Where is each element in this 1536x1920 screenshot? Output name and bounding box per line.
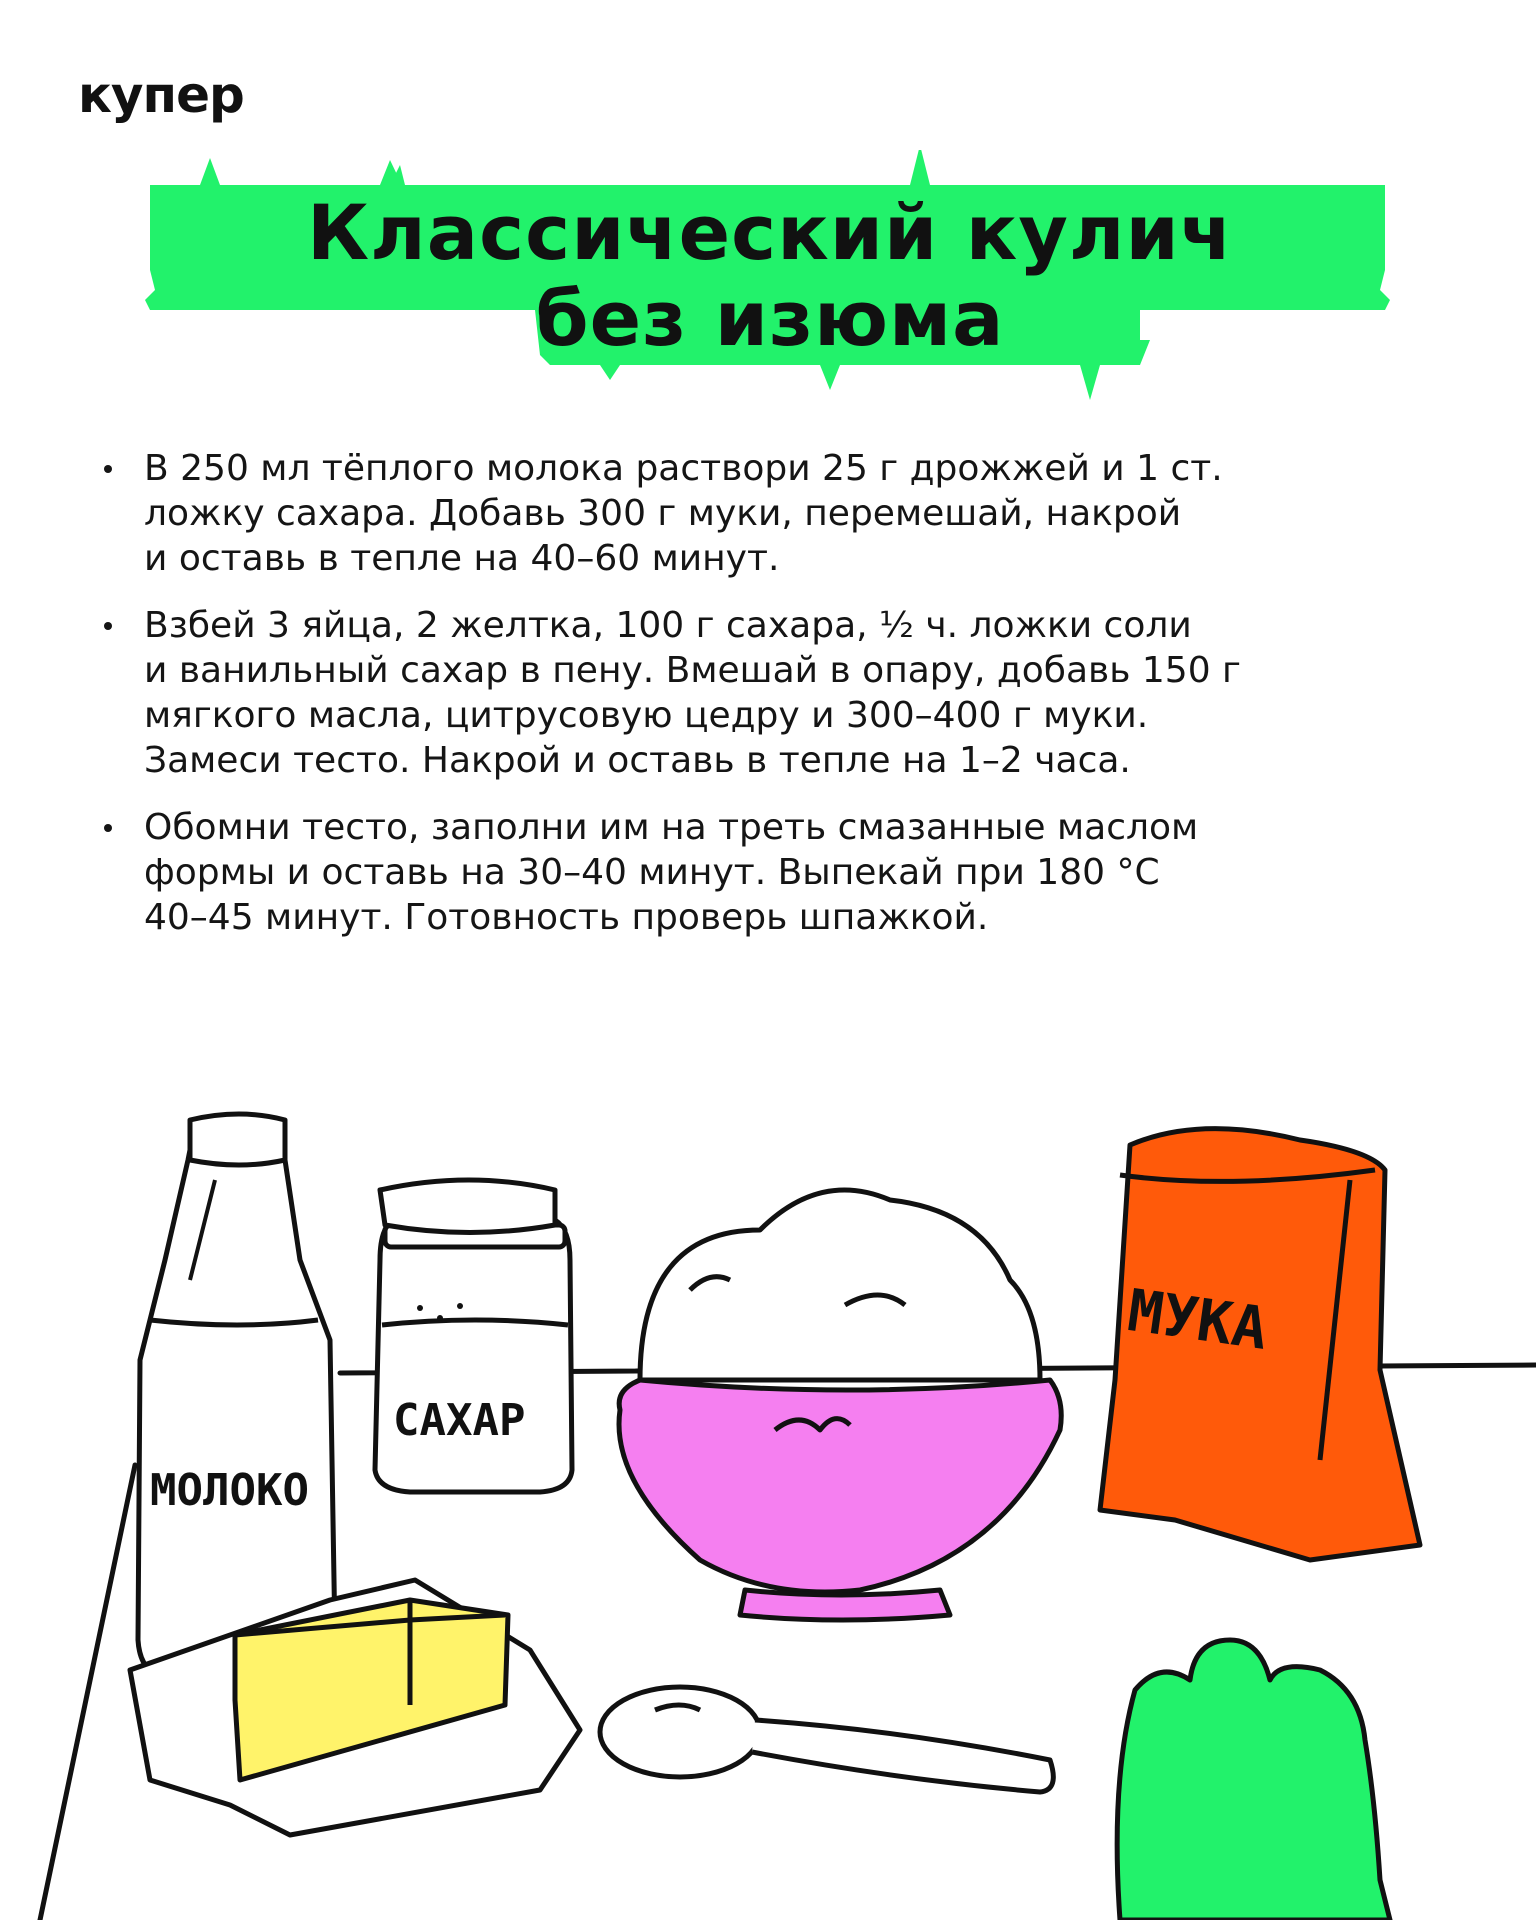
milk-label: МОЛОКО [150,1465,309,1516]
step-line: и ванильный сахар в пену. Вмешай в опару, добавь 150 г [144,650,1241,691]
title-block [140,150,1400,410]
recipe-step [100,603,1300,783]
step-line: Взбей 3 яйца, 2 желтка, 100 г сахара, ½ ч. ложки соли [144,605,1192,646]
step-line: Обомни тесто, заполни им на треть смазанные маслом [144,807,1199,848]
bullet-icon [104,824,112,832]
milk-bottle-icon [138,1114,335,1682]
bullet-icon [104,465,112,473]
step-line: и оставь в тепле на 40–60 минут. [144,538,780,579]
bullet-icon [104,622,112,630]
bowl-icon [619,1190,1061,1620]
flour-bag-icon [1100,1129,1420,1560]
step-line: 40–45 минут. Готовность проверь шпажкой. [144,897,989,938]
step-line: В 250 мл тёплого молока раствори 25 г дрожжей и 1 ст. [144,448,1223,489]
sugar-label: САХАР [393,1395,526,1446]
ingredients-drawing [0,1080,1536,1920]
step-line: формы и оставь на 30–40 минут. Выпекай при 180 °С [144,852,1160,893]
brand-logo: купер [78,66,244,124]
hand-icon [1117,1640,1390,1920]
title-line-1: Классический кулич [307,188,1233,277]
title-line-2: без изюма [535,274,1005,363]
sugar-jar-icon [375,1180,572,1492]
flour-label: МУКА [1123,1276,1272,1363]
spoon-icon [600,1687,1053,1792]
recipe-step [100,446,1300,581]
recipe-step [100,805,1300,940]
step-line: ложку сахара. Добавь 300 г муки, перемешай, накрой [144,493,1182,534]
recipe-steps [100,446,1300,962]
table-edge-left [40,1465,135,1920]
page-title [140,190,1400,362]
step-line: мягкого масла, цитрусовую цедру и 300–400 г муки. [144,695,1149,736]
step-line: Замеси тесто. Накрой и оставь в тепле на 1–2 часа. [144,740,1131,781]
ingredients-illustration [0,1080,1536,1920]
